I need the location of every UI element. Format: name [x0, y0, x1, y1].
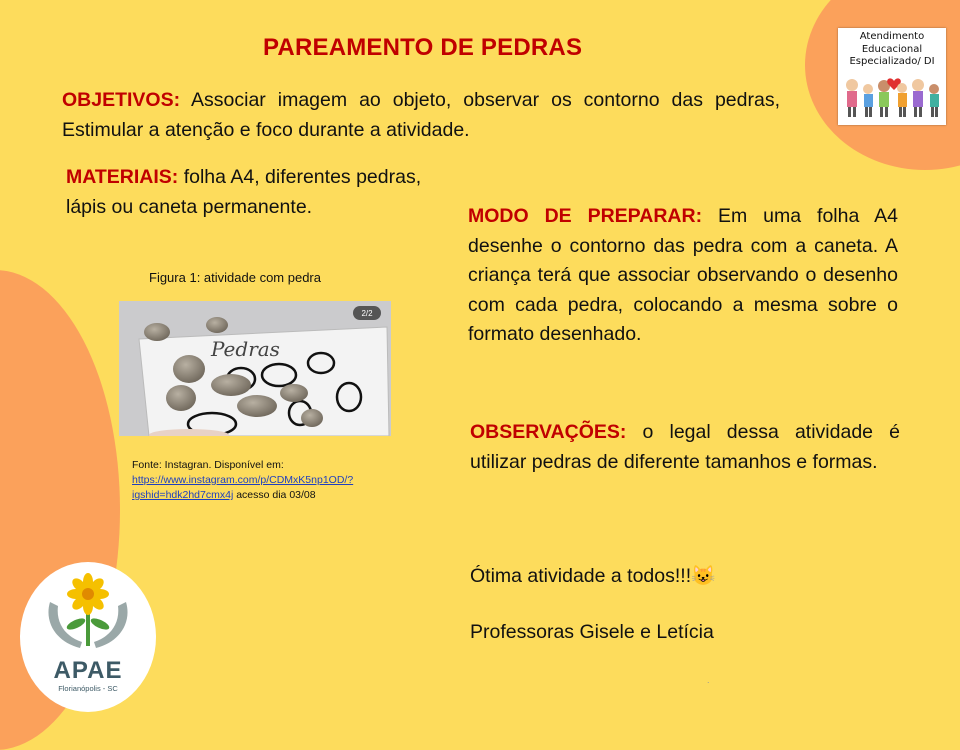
observacoes-section [470, 418, 900, 477]
activity-photo [119, 301, 391, 436]
child-figure [863, 84, 873, 117]
child-figure [912, 79, 924, 117]
source-citation [132, 458, 372, 503]
page-title: PAREAMENTO DE PEDRAS [263, 34, 583, 61]
signature: Professoras Gisele e Letícia [470, 621, 714, 643]
aee-logo [838, 28, 946, 125]
objetivos-label: OBJETIVOS: [62, 89, 181, 111]
modo-de-preparar-label: MODO DE PREPARAR: [468, 205, 703, 227]
observacoes-text: o legal dessa atividade é utilizar pedras de diferente tamanhos e formas. [470, 421, 900, 473]
stone [280, 384, 308, 402]
materiais-label: MATERIAIS: [66, 166, 179, 188]
children-illustration [840, 69, 944, 121]
child-figure [897, 83, 907, 117]
objetivos-text: Associar imagem ao objeto, observar os contorno das pedras, Estimular a atenção e foco durante a atividade. [62, 89, 780, 141]
stone [173, 355, 205, 383]
modo-de-preparar-section [468, 202, 898, 350]
apae-logo [20, 562, 156, 712]
stone [144, 323, 170, 341]
aee-logo-line: Atendimento [859, 31, 925, 42]
source-suffix: acesso dia 03/08 [233, 489, 316, 501]
observacoes-label: OBSERVAÇÕES: [470, 421, 627, 443]
child-figure [929, 84, 939, 117]
objetivos-section [62, 86, 780, 145]
slide-dot: . [707, 675, 710, 685]
stone [301, 409, 323, 427]
child-figure [846, 79, 858, 117]
page-badge: 2/2 [361, 309, 373, 318]
source-prefix: Fonte: Instagran. Disponível em: [132, 459, 284, 471]
materiais-section [66, 163, 466, 222]
closing-message: Ótima atividade a todos!!!😺 [470, 565, 716, 587]
stones-illustration [119, 301, 391, 436]
apae-name: APAE [53, 657, 123, 684]
stone [211, 374, 251, 396]
modo-de-preparar-text: Em uma folha A4 desenhe o contorno das pedra com a caneta. A criança terá que associar observando o desenho com cada pedra, colocando a mesma sobre o formato desenhado. [468, 205, 899, 345]
aee-logo-text [838, 31, 946, 69]
flower-hands-icon [20, 562, 156, 662]
sheet-title: Pedras [211, 337, 280, 361]
apae-location: Florianópolis - SC [58, 684, 118, 693]
figure-caption: Figura 1: atividade com pedra [149, 270, 321, 285]
stone [237, 395, 277, 417]
aee-logo-line: Educacional [861, 43, 923, 55]
materiais-text: folha A4, diferentes pedras, lápis ou caneta permanente. [66, 166, 422, 218]
stone [166, 385, 196, 411]
stone [206, 317, 228, 333]
aee-logo-line: Especializado/ DI [849, 56, 935, 67]
source-link[interactable]: https://www.instagram.com/p/CDMxK5np1OD/?igshid=hdk2hd7cmx4j [132, 474, 354, 501]
child-figure [878, 80, 890, 117]
